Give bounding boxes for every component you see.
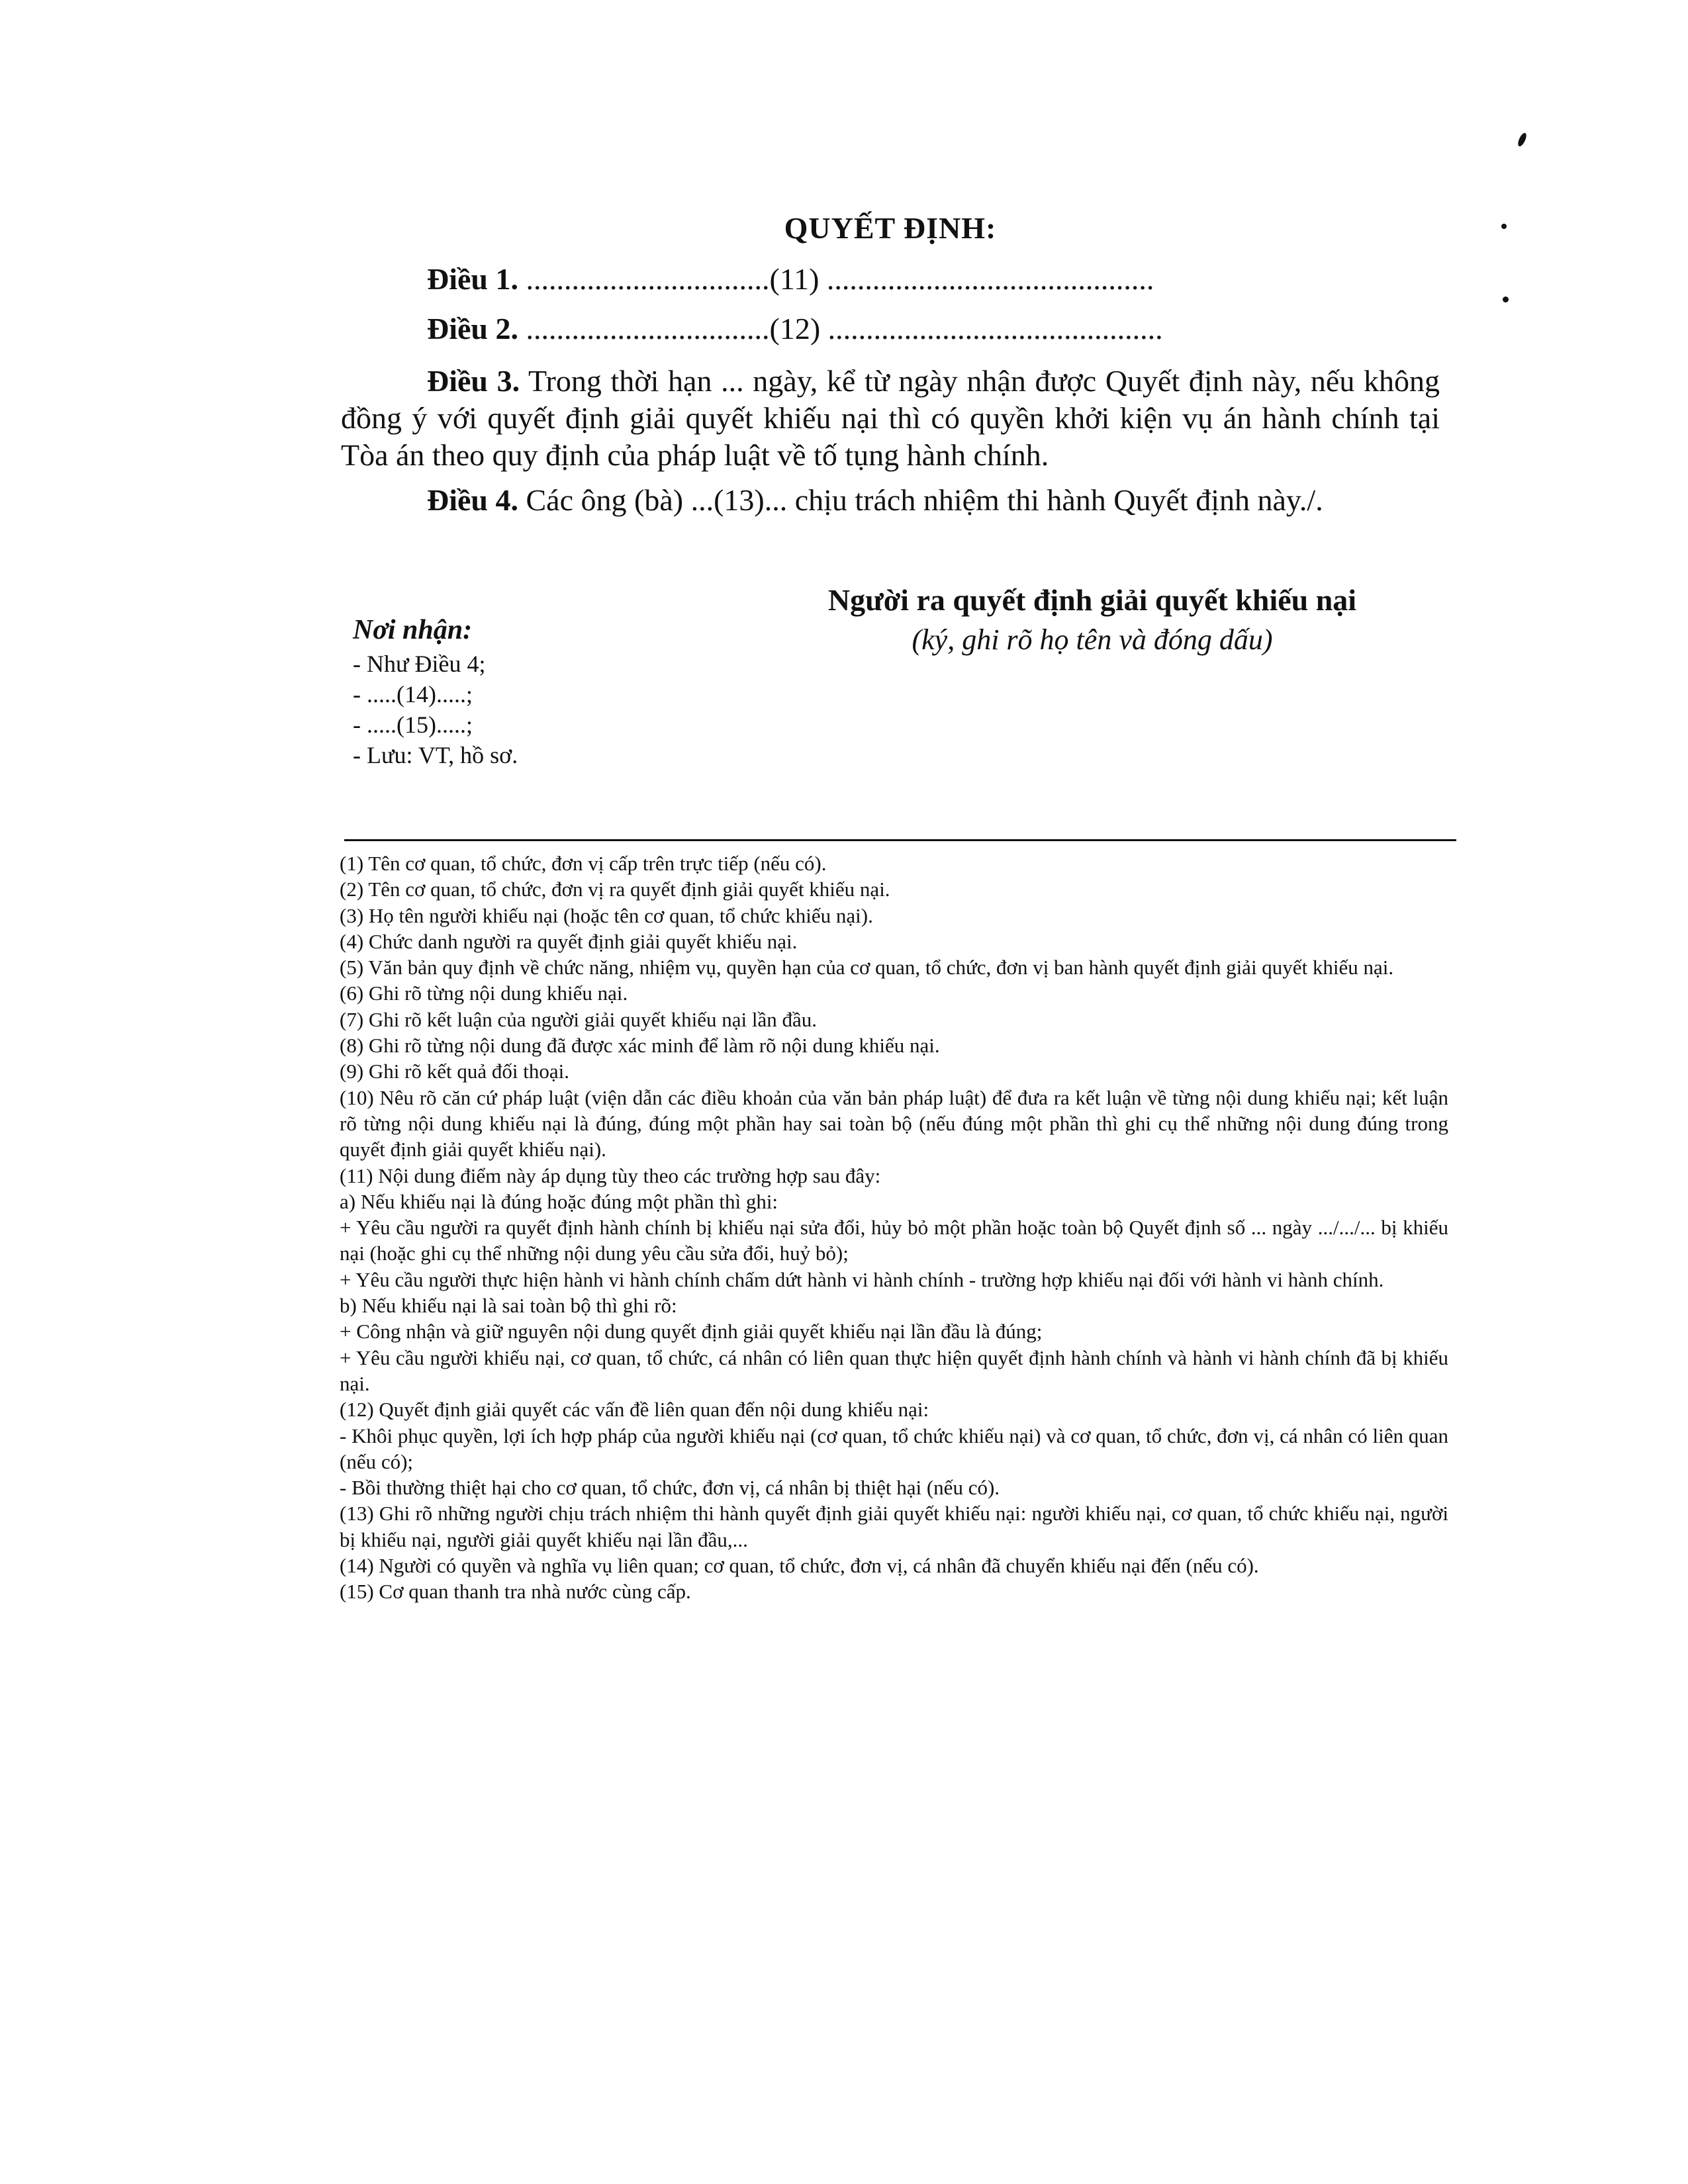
footnote: - Bồi thường thiệt hại cho cơ quan, tổ chức, đơn vị, cá nhân bị thiệt hại (nếu có). — [340, 1476, 1000, 1500]
article-4-label: Điều 4. — [427, 483, 518, 517]
footnote: + Yêu cầu người ra quyết định hành chính bị khiếu nại sửa đổi, hủy bỏ một phần hoặc toàn bộ Quyết định số ... ngày .../.../... bị khiếu nại (hoặc ghi cụ thể những nội dung yêu cầu sửa đổi, huỷ bỏ); — [340, 1216, 1448, 1265]
footnote: (9) Ghi rõ kết quả đối thoại. — [340, 1060, 569, 1083]
article-2-label: Điều 2. — [427, 312, 518, 345]
article-1-label: Điều 1. — [427, 262, 518, 296]
decision-heading: QUYẾT ĐỊNH: — [784, 211, 997, 245]
article-4 — [341, 482, 1440, 519]
footnote: (4) Chức danh người ra quyết định giải quyết khiếu nại. — [340, 929, 798, 953]
footnote: (1) Tên cơ quan, tổ chức, đơn vị cấp trên trực tiếp (nếu có). — [340, 852, 827, 875]
recipient-line: - Như Điều 4; — [353, 651, 486, 677]
scan-speck — [1501, 224, 1507, 229]
footnote: + Yêu cầu người thực hiện hành vi hành chính chấm dứt hành vi hành chính - trường hợp khiếu nại đối với hành vi hành chính. — [340, 1267, 1384, 1291]
footnote: (10) Nêu rõ căn cứ pháp luật (viện dẫn các điều khoản của văn bản pháp luật) để đưa ra kết luận về từng nội dung khiếu nại; kết luận rõ từng nội dung khiếu nại là đúng, đúng một phần hay sai toàn bộ (nếu đúng một phần thì ghi cụ thể những nội dung đúng trong quyết định giải quyết khiếu nại). — [340, 1085, 1448, 1161]
recipient-line: - .....(15).....; — [353, 711, 473, 738]
scan-speck — [1503, 296, 1509, 302]
recipients-label: Nơi nhận: — [353, 615, 473, 645]
footnote: (11) Nội dung điểm này áp dụng tùy theo các trường hợp sau đây: — [340, 1163, 881, 1187]
footnotes — [340, 850, 1448, 1605]
article-1 — [427, 261, 1440, 296]
footnote: (2) Tên cơ quan, tổ chức, đơn vị ra quyết định giải quyết khiếu nại. — [340, 878, 890, 901]
signer-subtitle: (ký, ghi rõ họ tên và đóng dấu) — [912, 623, 1273, 656]
footnote-divider — [344, 839, 1456, 841]
footnote: (8) Ghi rõ từng nội dung đã được xác minh để làm rõ nội dung khiếu nại. — [340, 1034, 940, 1058]
article-1-text: ................................(11) ........................................... — [526, 262, 1154, 296]
footnote: (6) Ghi rõ từng nội dung khiếu nại. — [340, 981, 628, 1005]
recipients-block — [353, 614, 816, 770]
article-4-text: Các ông (bà) ...(13)... chịu trách nhiệm thi hành Quyết định này./. — [526, 483, 1323, 517]
article-3-label: Điều 3. — [427, 364, 520, 398]
footnote: (15) Cơ quan thanh tra nhà nước cùng cấp. — [340, 1580, 691, 1604]
footnote: (3) Họ tên người khiếu nại (hoặc tên cơ quan, tổ chức khiếu nại). — [340, 903, 873, 927]
footnote: b) Nếu khiếu nại là sai toàn bộ thì ghi rõ: — [340, 1294, 677, 1318]
article-3-text: Trong thời hạn ... ngày, kể từ ngày nhận được Quyết định này, nếu không đồng ý với quyết định giải quyết khiếu nại thì có quyền khởi kiện vụ án hành chính tại Tòa án theo quy định của pháp luật về tố tụng hành chính. — [341, 364, 1440, 472]
footnote: (14) Người có quyền và nghĩa vụ liên quan; cơ quan, tổ chức, đơn vị, cá nhân đã chuyển khiếu nại đến (nếu có). — [340, 1554, 1259, 1578]
footnote: (13) Ghi rõ những người chịu trách nhiệm thi hành quyết định giải quyết khiếu nại: người khiếu nại, cơ quan, tổ chức khiếu nại, người bị khiếu nại, người giải quyết khiếu nại lần đầu,... — [340, 1502, 1448, 1551]
article-2 — [427, 311, 1440, 346]
footnote: + Công nhận và giữ nguyên nội dung quyết định giải quyết khiếu nại lần đầu là đúng; — [340, 1320, 1043, 1343]
footnote: + Yêu cầu người khiếu nại, cơ quan, tổ chức, cá nhân có liên quan thực hiện quyết định hành chính và hành vi hành chính đã bị khiếu nại. — [340, 1345, 1448, 1395]
signer-title: Người ra quyết định giải quyết khiếu nại — [827, 583, 1357, 617]
article-2-text: ................................(12) ............................................ — [526, 312, 1163, 345]
signer-block — [761, 582, 1423, 657]
scan-speck — [1517, 132, 1528, 148]
footnote: (7) Ghi rõ kết luận của người giải quyết khiếu nại lần đầu. — [340, 1007, 818, 1031]
footnote: a) Nếu khiếu nại là đúng hoặc đúng một phần thì ghi: — [340, 1189, 778, 1213]
article-3 — [341, 363, 1440, 474]
footnote: (12) Quyết định giải quyết các vấn đề liên quan đến nội dung khiếu nại: — [340, 1398, 929, 1422]
recipient-line: - .....(14).....; — [353, 681, 473, 707]
footnote: (5) Văn bản quy định về chức năng, nhiệm vụ, quyền hạn của cơ quan, tổ chức, đơn vị ban hành quyết định giải quyết khiếu nại. — [340, 956, 1394, 979]
recipient-line: - Lưu: VT, hồ sơ. — [353, 742, 518, 768]
footnote: - Khôi phục quyền, lợi ích hợp pháp của người khiếu nại (cơ quan, tổ chức khiếu nại) và cơ quan, tổ chức, đơn vị, cá nhân có liên quan (nếu có); — [340, 1424, 1448, 1473]
